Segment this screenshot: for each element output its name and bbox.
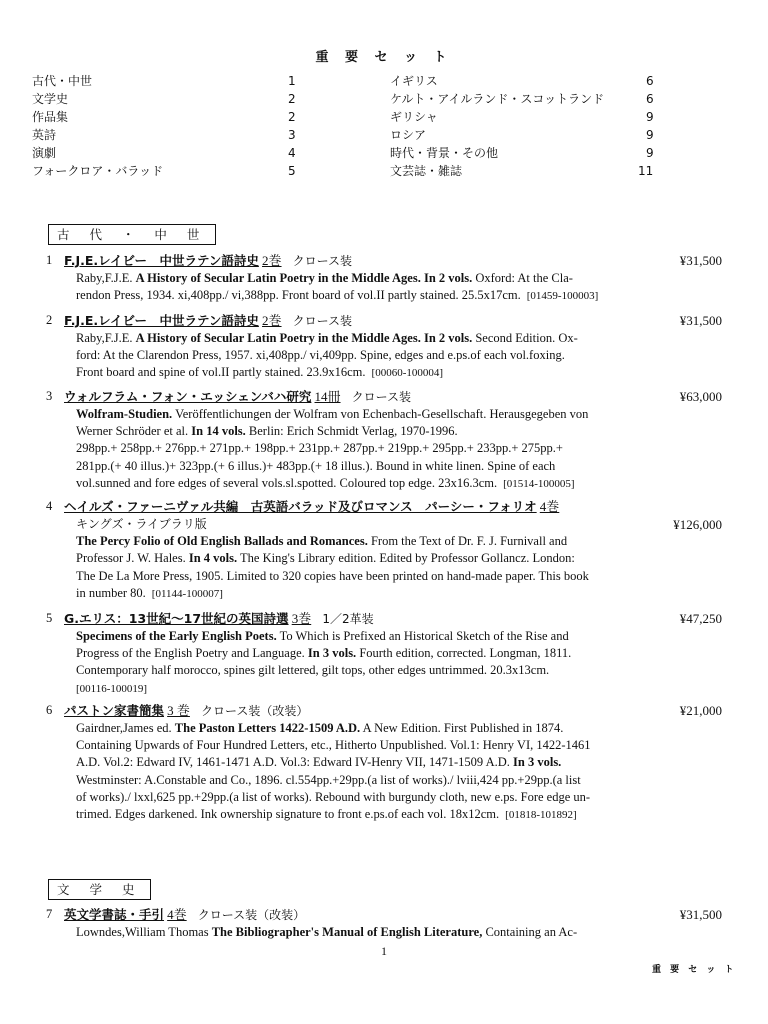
entry-author: Raby,F.J.E.: [76, 271, 136, 285]
entry-desc: Oxford: At the Cla-: [472, 271, 573, 285]
entry-title-ja: ヘイルズ・ファーニヴァル共編 古英語バラッド及びロマンス パーシー・フォリオ: [64, 499, 537, 514]
catalog-entry-6: [46, 702, 722, 824]
entry-volumes: 3 巻: [167, 703, 190, 718]
entry-desc: trimed. Edges darkened. Ink ownership signature to front e.ps.of each vol. 18x12cm.: [76, 807, 500, 822]
toc-label: 古代・中世: [32, 74, 93, 88]
entry-desc: Fourth edition, corrected. Longman, 1811.: [356, 646, 572, 661]
toc-label: 演劇: [32, 146, 57, 160]
entry-title-en: A History of Secular Latin Poetry in the Middle Ages. In 2 vols.: [135, 331, 473, 345]
entry-desc: of works)./ lxxl,625 pp.+29pp.(a list of works). Rebound with burgundy cloth, new e.ps. Fore edge un-: [76, 789, 591, 804]
entry-title-en: The Paston Letters 1422-1509 A.D.: [174, 721, 361, 735]
entry-title-en: A History of Secular Latin Poetry in the Middle Ages. In 2 vols.: [135, 271, 473, 285]
entry-code: [01514-100005]: [503, 477, 575, 490]
entry-number: 2: [46, 313, 53, 327]
catalog-entry-7: [46, 906, 722, 941]
entry-desc: Containing Upwards of Four Hundred Letters, etc., Hitherto Unpublished. Vol.1: Henry VI, 1422-1461: [76, 738, 591, 753]
toc-label: 文芸誌・雑誌: [390, 164, 463, 178]
entry-desc: 281pp.(+ 40 illus.)+ 323pp.(+ 6 illus.)+ 483pp.(+ 18 illus.). Bound in white linen. Spine of each: [76, 458, 556, 473]
entry-desc: Containing an Ac-: [482, 925, 578, 939]
entry-title-en: The Bibliographer's Manual of English Literature,: [211, 925, 483, 939]
entry-desc: 298pp.+ 258pp.+ 276pp.+ 271pp.+ 198pp.+ 231pp.+ 287pp.+ 219pp.+ 295pp.+ 233pp.+ 275pp.+: [76, 441, 563, 456]
toc-page: 6: [646, 74, 654, 88]
entry-desc: Veröffentlichungen der Wolfram von Echenbach-Gesellschaft. Herausgegeben von: [172, 407, 589, 421]
entry-volumes: 3巻: [291, 611, 312, 626]
section-heading-medieval: 古 代 ・ 中 世: [48, 224, 216, 245]
entry-author: Gairdner,James ed.: [76, 721, 175, 735]
entry-desc: Progress of the English Poetry and Language.: [76, 646, 308, 661]
entry-code: [00060-100004]: [371, 367, 444, 380]
page-number: 1: [381, 944, 387, 958]
running-title: 重 要 セ ッ ト: [652, 965, 737, 975]
entry-number: 4: [46, 499, 53, 513]
catalog-entry-5: [46, 610, 722, 698]
entry-code: [01459-100003]: [526, 290, 599, 303]
entry-volumes: 2巻: [262, 313, 282, 328]
entry-title-ja: ウォルフラム・フォン・エッシェンバハ研究: [64, 389, 312, 404]
entry-volumes: 4巻: [167, 907, 187, 922]
toc-page: 2: [288, 110, 296, 124]
toc-page: 2: [288, 92, 296, 106]
toc-label: ケルト・アイルランド・スコットランド: [390, 92, 605, 106]
entry-desc: ford: At the Clarendon Press, 1957. xi,408pp./ vi,409pp. Spine, edges and e.ps.of each vol.foxing.: [76, 348, 565, 363]
entry-title-en: Specimens of the Early English Poets.: [76, 629, 277, 643]
toc-page: 5: [288, 164, 296, 178]
entry-title-ja: F.J.E.レイビー 中世ラテン語詩史: [64, 253, 259, 268]
entry-volumes-en: In 3 vols.: [307, 646, 357, 661]
entry-desc: From the Text of Dr. F. J. Furnivall and: [367, 534, 568, 549]
section-heading-literary-history: 文 学 史: [48, 879, 151, 900]
entry-desc: Westminster: A.Constable and Co., 1896. cl.554pp.+29pp.(a list of works)./ lviii,424 pp.+29pp.(a list: [76, 772, 581, 787]
entry-binding: クロース装（改装）: [201, 704, 309, 718]
entry-volumes: 14冊: [314, 389, 341, 404]
entry-desc: Berlin: Erich Schmidt Verlag, 1970-1996.: [245, 424, 458, 439]
catalog-entry-2: [46, 312, 722, 383]
entry-volumes-en: In 4 vols.: [188, 551, 238, 566]
entry-desc: The King's Library edition. Edited by Professor Gollancz. London:: [237, 551, 575, 566]
entry-desc: Contemporary half morocco, spines gilt lettered, gilt tops, other edges untrimmed. 20.3x13cm.: [76, 663, 550, 678]
toc-page: 3: [288, 128, 296, 142]
page-title: 重 要 セ ッ ト: [315, 50, 453, 65]
toc-page: 6: [646, 92, 654, 106]
toc-page: 4: [288, 146, 296, 160]
entry-number: 5: [46, 611, 53, 625]
entry-title-ja: 英文学書誌・手引: [64, 907, 165, 922]
toc-page: 9: [646, 128, 654, 142]
entry-price: ¥21,000: [679, 703, 722, 718]
entry-binding: クロース装: [292, 254, 353, 268]
catalog-entry-3: [46, 388, 722, 493]
entry-desc: A.D. Vol.2: Edward IV, 1461-1471 A.D. Vol.3: Edward IV-Henry VII, 1471-1509 A.D.: [76, 755, 514, 770]
entry-desc: Werner Schröder et al.: [76, 424, 192, 439]
entry-author: Lowndes,William Thomas: [76, 925, 212, 939]
toc-page: 9: [646, 110, 654, 124]
toc-label: ロシア: [390, 128, 427, 142]
toc-label: イギリス: [390, 74, 438, 88]
entry-desc: rendon Press, 1934. xi,408pp./ vi,388pp. Front board of vol.II partly stained. 25.5x17cm.: [76, 288, 521, 303]
entry-volumes: 2巻: [262, 253, 282, 268]
toc-page: 11: [638, 164, 654, 178]
entry-desc: Professor J. W. Hales.: [76, 551, 189, 566]
entry-price: ¥31,500: [679, 253, 722, 268]
entry-edition-ja: キングズ・ライブラリ版: [76, 517, 207, 531]
entry-desc: in number 80.: [76, 585, 146, 600]
entry-code: [01144-100007]: [151, 587, 223, 600]
entry-desc: Second Edition. Ox-: [472, 331, 578, 345]
entry-binding: クロース装: [351, 390, 412, 404]
entry-title-ja: F.J.E.レイビー 中世ラテン語詩史: [64, 313, 259, 328]
entry-title-ja: パストン家書簡集: [64, 703, 165, 718]
entry-code: [00116-100019]: [76, 682, 148, 695]
entry-title-en: The Percy Folio of Old English Ballads and Romances.: [76, 534, 368, 549]
entry-binding: 1／2革装: [322, 612, 374, 626]
entry-volumes-en: In 3 vols.: [513, 755, 562, 770]
entry-price: ¥31,500: [679, 313, 722, 328]
entry-price: ¥47,250: [679, 611, 722, 626]
entry-title-ja: G.エリス：13世紀～17世紀の英国詩選: [64, 611, 289, 626]
entry-code: [01818-101892]: [505, 809, 577, 822]
toc-label: 作品集: [32, 110, 69, 124]
entry-author: Raby,F.J.E.: [76, 331, 136, 345]
toc-label: フォークロア・バラッド: [32, 164, 164, 178]
entry-desc: To Which is Prefixed an Historical Sketch of the Rise and: [276, 629, 569, 643]
entry-price: ¥31,500: [679, 907, 722, 922]
entry-price: ¥126,000: [673, 517, 722, 532]
toc-label: 時代・背景・その他: [390, 146, 499, 160]
entry-desc: Front board and spine of vol.II partly stained. 23.9x16cm.: [76, 365, 366, 380]
catalog-entry-1: [46, 252, 722, 305]
catalog-entry-4: [46, 498, 722, 603]
entry-price: ¥63,000: [679, 389, 722, 404]
entry-number: 1: [46, 253, 53, 267]
entry-number: 7: [46, 907, 53, 921]
entry-number: 6: [46, 703, 53, 717]
entry-desc: A New Edition. First Published in 1874.: [360, 721, 564, 735]
entry-volumes-en: In 14 vols.: [191, 424, 246, 439]
entry-desc: vol.sunned and fore edges of several vols.sl.spotted. Coloured top edge. 23x16.3cm.: [76, 475, 498, 490]
entry-number: 3: [46, 389, 53, 403]
toc-page: 9: [646, 146, 654, 160]
entry-volumes: 4巻: [539, 499, 560, 514]
entry-binding: クロース装: [292, 314, 353, 328]
entry-desc: The De La More Press, 1905. Limited to 320 copies have been printed on hand-made paper. This book: [76, 568, 589, 583]
toc-label: ギリシャ: [390, 110, 438, 124]
entry-title-en: Wolfram-Studien.: [76, 407, 173, 421]
toc-label: 文学史: [32, 92, 69, 106]
toc-label: 英詩: [32, 128, 57, 142]
entry-binding: クロース装（改装）: [197, 908, 306, 922]
toc-page: 1: [288, 74, 296, 88]
